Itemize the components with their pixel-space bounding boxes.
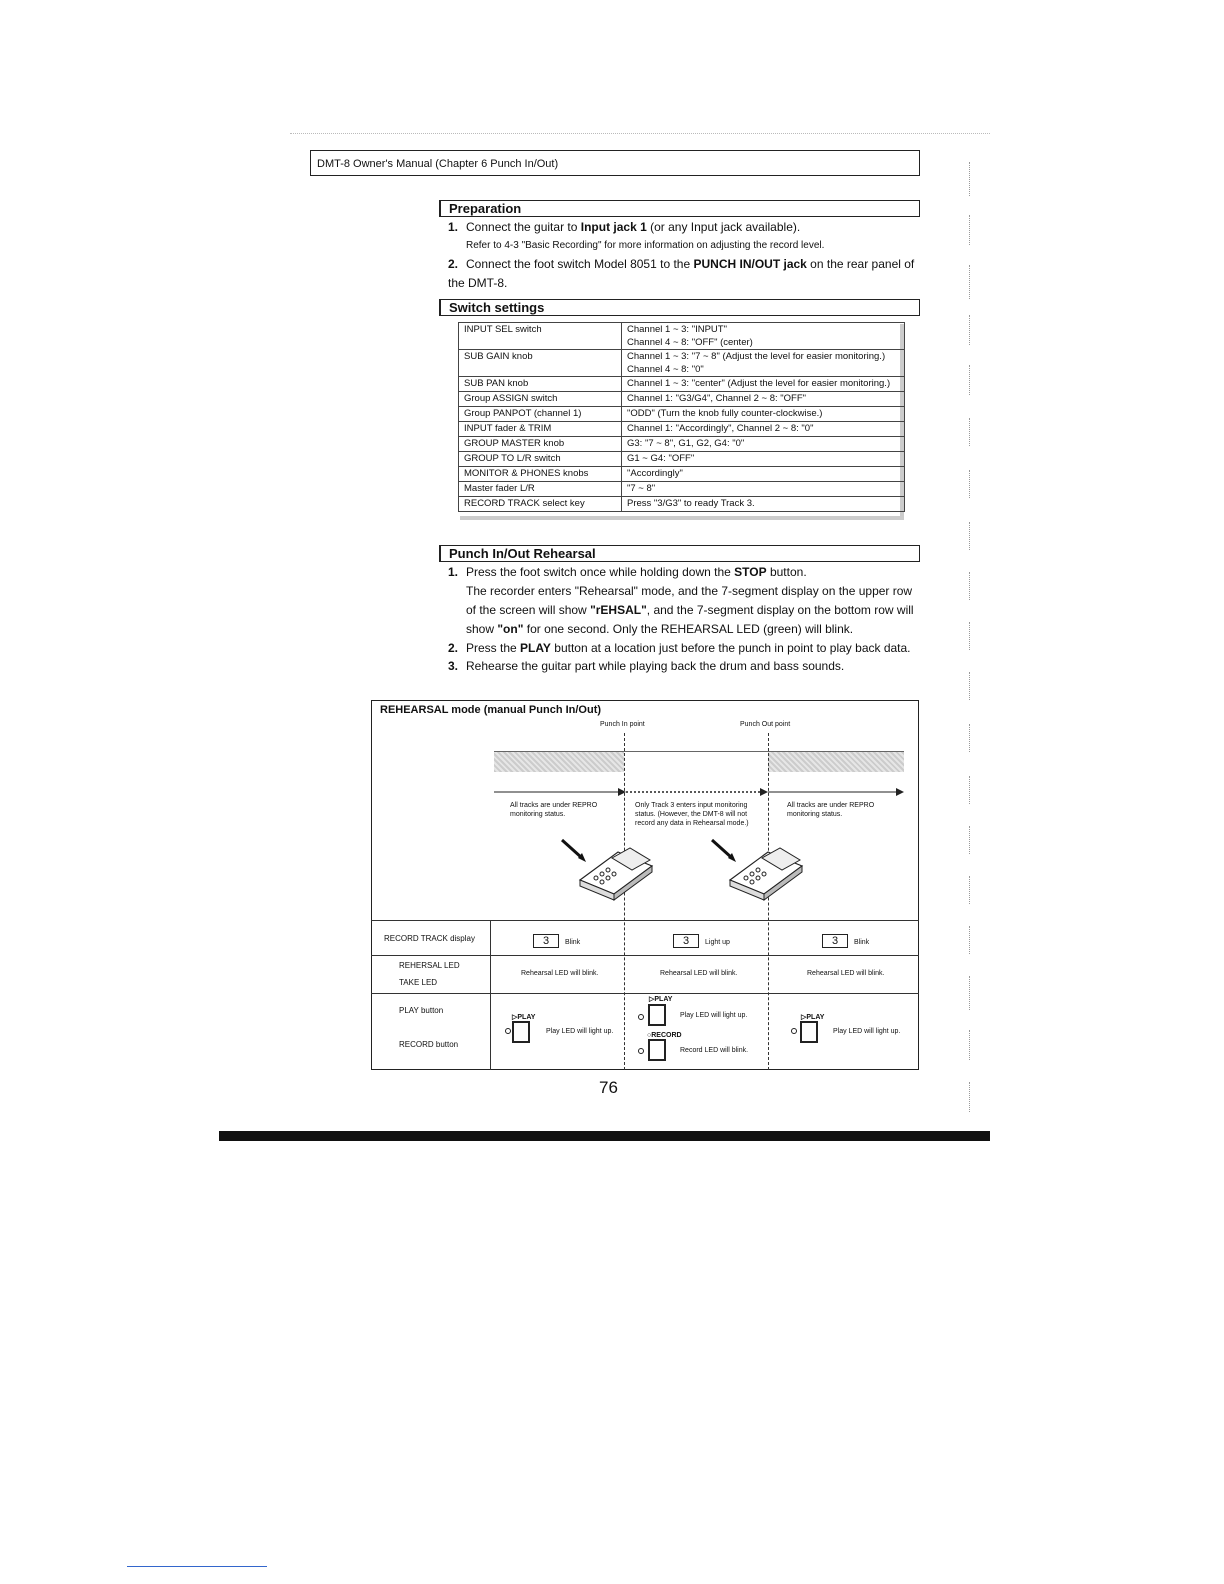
top-dotted-rule [290,133,990,135]
binding-mark [955,418,970,446]
setting-value: G1 ~ G4: "OFF" [622,452,905,467]
table-row [459,392,905,407]
setting-value: "Accordingly" [622,467,905,482]
record-note: Record LED will blink. [680,1047,749,1054]
track-display-1: 3 Blink [533,931,580,949]
page-header: DMT-8 Owner's Manual (Chapter 6 Punch In/Out) [310,150,920,176]
setting-value: Channel 1 ~ 3: "center" (Adjust the level for easier monitoring.) [622,377,905,392]
prep-step-2: 2. Connect the foot switch Model 8051 to the PUNCH IN/OUT jack on the rear panel of the DMT-8. [448,257,915,290]
table-row [459,452,905,467]
binding-mark [955,522,970,550]
setting-item: SUB GAIN knob [459,350,622,377]
diagram-title: REHEARSAL mode (manual Punch In/Out) [380,704,602,716]
setting-item: INPUT SEL switch [459,323,622,350]
table-shadow-bottom [460,516,904,520]
rehearsal-led-note-3: Rehearsal LED will blink. [807,970,885,977]
repro-band-right [768,752,904,772]
binding-mark [955,976,970,1010]
setting-value: Channel 1: "Accordingly", Channel 2 ~ 8: "0" [622,422,905,437]
band-top-line [494,751,904,752]
binding-mark [955,315,970,345]
track-display-3: 3 Blink [822,931,869,949]
setting-item: Group ASSIGN switch [459,392,622,407]
repro-band-left [494,752,624,772]
foot-switch-icon [706,836,810,902]
setting-item: MONITOR & PHONES knobs [459,467,622,482]
grid-line [371,955,919,956]
rehearsal-step-3: 3. Rehearse the guitar part while playing back the drum and bass sounds. [448,659,845,673]
play-button-icon [648,1004,666,1026]
rehearsal-title: Punch In/Out Rehearsal [439,545,920,562]
foot-switch-icon [556,836,660,902]
binding-mark [955,365,970,395]
row-label-play-button: PLAY button [399,1006,444,1015]
play-button-label: ▷PLAY [801,1014,825,1021]
timeline-arrows [494,786,906,798]
setting-item: GROUP TO L/R switch [459,452,622,467]
bottom-rule [219,1131,990,1141]
setting-value: Channel 1: "G3/G4", Channel 2 ~ 8: "OFF" [622,392,905,407]
binding-mark [955,215,970,245]
binding-mark [955,470,970,498]
table-row [459,350,905,377]
setting-value: "ODD" (Turn the knob fully counter-clockwise.) [622,407,905,422]
setting-item: Group PANPOT (channel 1) [459,407,622,422]
setting-value: Channel 1 ~ 3: "INPUT" Channel 4 ~ 8: "OFF" (center) [622,323,905,350]
footer-rule [127,1566,267,1567]
table-row [459,497,905,512]
binding-mark [955,162,970,196]
record-button-label: ○RECORD [647,1032,682,1039]
binding-mark [955,826,970,854]
rehearsal-step-2: 2. Press the PLAY button at a location just before the punch in point to play back data. [448,641,911,655]
rehearsal-led-note-2: Rehearsal LED will blink. [660,970,738,977]
play-led-icon [791,1028,797,1034]
play-led-icon [638,1014,644,1020]
setting-item: GROUP MASTER knob [459,437,622,452]
row-label-record-button: RECORD button [399,1040,459,1049]
setting-value: "7 ~ 8" [622,482,905,497]
play-button-icon [512,1021,530,1043]
row-label-record-track: RECORD TRACK display [384,934,475,943]
binding-mark [955,572,970,600]
record-button-icon [648,1039,666,1061]
segment-3-text: All tracks are under REPRO monitoring status. [787,802,875,818]
binding-mark [955,724,970,752]
setting-item: INPUT fader & TRIM [459,422,622,437]
segment-2-text: Only Track 3 enters input monitoring status. (However, the DMT-8 will not record any data in Rehearsal mode.) [635,802,749,827]
track-display-2: 3 Light up [673,931,730,949]
binding-mark [955,265,970,299]
setting-item: Master fader L/R [459,482,622,497]
setting-item: RECORD TRACK select key [459,497,622,512]
play-button-label: ▷PLAY [512,1014,536,1021]
prep-step-1: 1. Connect the guitar to Input jack 1 (or any Input jack available). [448,220,801,234]
binding-mark [955,776,970,804]
table-row [459,467,905,482]
binding-mark [955,876,970,904]
setting-item: SUB PAN knob [459,377,622,392]
play-button-icon [800,1021,818,1043]
play-led-icon [505,1028,511,1034]
binding-mark [955,672,970,700]
switch-settings-title: Switch settings [439,299,920,316]
table-row [459,422,905,437]
binding-mark [955,622,970,650]
play-button-label: ▷PLAY [649,996,673,1003]
record-led-icon [638,1048,644,1054]
setting-value: Channel 1 ~ 3: "7 ~ 8" (Adjust the level for easier monitoring.) Channel 4 ~ 8: "0" [622,350,905,377]
table-row [459,437,905,452]
play-note-1: Play LED will light up. [546,1028,614,1035]
punch-out-label: Punch Out point [740,721,791,728]
table-row [459,407,905,422]
setting-value: Press "3/G3" to ready Track 3. [622,497,905,512]
row-label-take-led: TAKE LED [399,978,438,987]
play-note-3: Play LED will light up. [833,1028,901,1035]
segment-1-text: All tracks are under REPRO monitoring status. [510,802,598,818]
preparation-title: Preparation [439,200,920,217]
page-number: 76 [599,1078,618,1097]
grid-line [371,920,919,921]
prep-note: Refer to 4-3 "Basic Recording" for more information on adjusting the record level. [466,240,825,251]
switch-settings-table [458,322,905,512]
binding-mark [955,926,970,954]
table-row [459,482,905,497]
grid-col-line [490,920,491,1070]
rehearsal-led-note-1: Rehearsal LED will blink. [521,970,599,977]
rehearsal-step-1: 1. Press the foot switch once while holding down the STOP button. The recorder enters "Rehearsal" mode, and the 7-segment display on the upper row of the screen will show "rEHSAL", and the 7-segment display on the bottom row will show "on" for one second. Only the REHEARSAL LED (green) will blink. [448,565,914,636]
row-label-rehersal-led: REHERSAL LED [399,961,460,970]
punch-in-label: Punch In point [600,721,645,728]
grid-line [371,993,919,994]
setting-value: G3: "7 ~ 8", G1, G2, G4: "0" [622,437,905,452]
play-note-2: Play LED will light up. [680,1012,748,1019]
table-row [459,377,905,392]
table-row [459,323,905,350]
binding-mark [955,1082,970,1112]
binding-mark [955,1030,970,1060]
